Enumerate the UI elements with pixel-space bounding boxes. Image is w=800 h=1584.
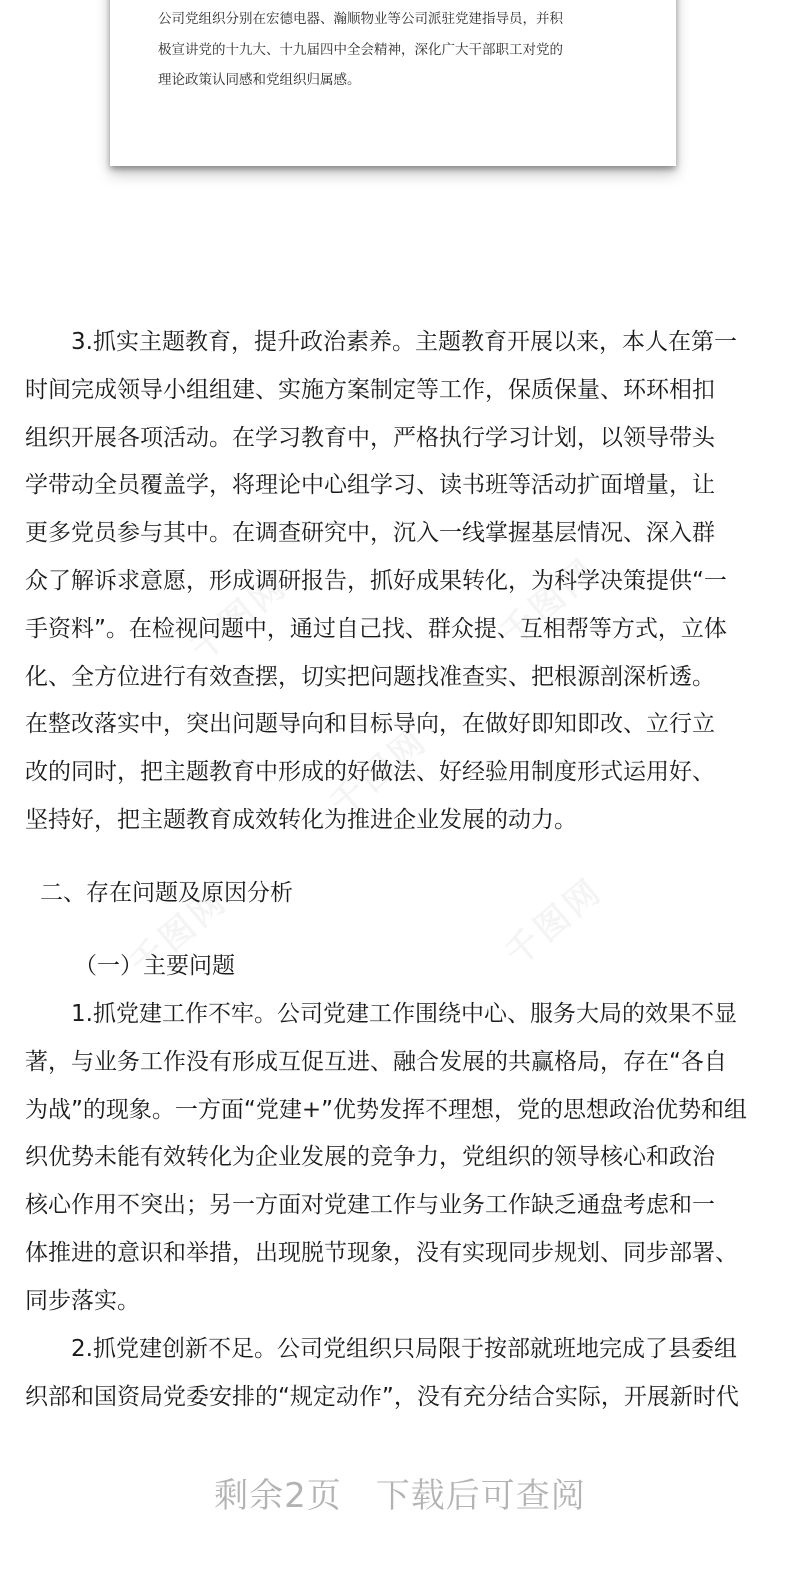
paragraph-line: 化、全方位进行有效查摆，切实把问题找准查实、把根源剖深析透。 bbox=[25, 663, 715, 690]
paragraph-line: 2.抓党建创新不足。公司党组织只局限于按部就班地完成了县委组 bbox=[71, 1336, 737, 1362]
paragraph-line: 体推进的意识和举措，出现脱节现象，没有实现同步规划、同步部署、 bbox=[25, 1239, 738, 1266]
paragraph-problem-1 bbox=[25, 991, 775, 1326]
paragraph-problem-2 bbox=[25, 1326, 775, 1422]
paragraph-line: 织部和国资局党委安排的“规定动作”，没有充分结合实际，开展新时代 bbox=[25, 1383, 739, 1410]
paragraph-line: 时间完成领导小组组建、实施方案制定等工作，保质保量、环环相扣 bbox=[25, 376, 715, 403]
card-line: 极宣讲党的十九大、十九届四中全会精神，深化广大干部职工对党的 bbox=[158, 41, 563, 58]
paragraph-line: 在整改落实中，突出问题导向和目标导向，在做好即知即改、立行立 bbox=[25, 711, 715, 738]
card-line: 公司党组织分别在宏德电器、瀚顺物业等公司派驻党建指导员，并积 bbox=[158, 11, 563, 27]
paragraph-line: 坚持好，把主题教育成效转化为推进企业发展的动力。 bbox=[25, 806, 577, 833]
paragraph-line: 改的同时，把主题教育中形成的好做法、好经验用制度形式运用好、 bbox=[25, 759, 715, 786]
download-prompt[interactable] bbox=[0, 1468, 800, 1517]
card-line: 理论政策认同感和党组织归属感。 bbox=[158, 72, 361, 88]
watermark-logo bbox=[493, 864, 612, 975]
paragraph-line: 众了解诉求意愿，形成调研报告，抓好成果转化，为科学决策提供“一 bbox=[25, 567, 727, 594]
paragraph-line: 更多党员参与其中。在调查研究中，沉入一线掌握基层情况、深入群 bbox=[25, 520, 715, 547]
paragraph-line: 同步落实。 bbox=[25, 1287, 140, 1314]
paragraph-line: 著，与业务工作没有形成互促互进、融合发展的共赢格局，存在“各自 bbox=[25, 1048, 727, 1075]
subsection-heading: （一）主要问题 bbox=[74, 953, 235, 979]
previous-page-card bbox=[110, 0, 676, 166]
paragraph-line: 核心作用不突出；另一方面对党建工作与业务工作缺乏通盘考虑和一 bbox=[25, 1192, 715, 1219]
download-to-read-label[interactable]: 下载后可查阅 bbox=[375, 1476, 586, 1516]
paragraph-line: 手资料”。在检视问题中，通过自己找、群众提、互相帮等方式，立体 bbox=[25, 615, 727, 642]
remaining-pages-label[interactable]: 剩余2页 bbox=[214, 1476, 342, 1516]
paragraph-line: 学带动全员覆盖学，将理论中心组学习、读书班等活动扩面增量，让 bbox=[25, 472, 715, 499]
paragraph-line: 织优势未能有效转化为企业发展的竞争力，党组织的领导核心和政治 bbox=[25, 1144, 715, 1171]
paragraph-line: 组织开展各项活动。在学习教育中，严格执行学习计划，以领导带头 bbox=[25, 424, 715, 451]
paragraph-line: 3.抓实主题教育，提升政治素养。主题教育开展以来，本人在第一 bbox=[71, 329, 737, 355]
paragraph-line: 1.抓党建工作不牢。公司党建工作围绕中心、服务大局的效果不显 bbox=[71, 1001, 737, 1027]
section-heading: 二、存在问题及原因分析 bbox=[40, 880, 293, 906]
paragraph-section-3 bbox=[25, 319, 775, 845]
paragraph-line: 为战”的现象。一方面“党建+”优势发挥不理想，党的思想政治优势和组 bbox=[25, 1096, 748, 1123]
card-paragraph bbox=[158, 4, 648, 96]
